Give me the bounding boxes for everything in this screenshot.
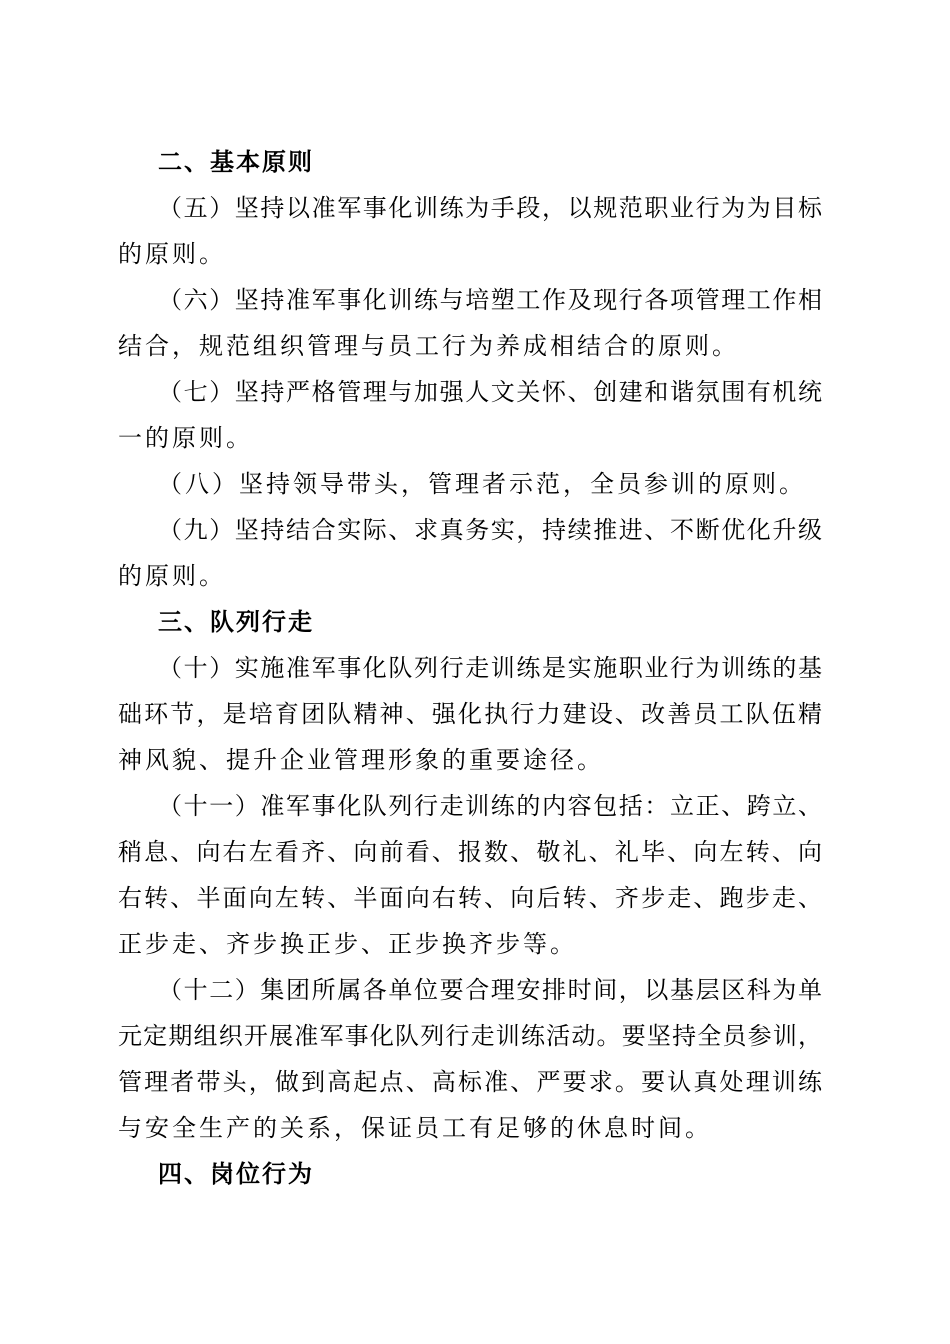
paragraph-line: 右转、半面向左转、半面向右转、向后转、齐步走、跑步走、 [118, 884, 822, 912]
paragraph-line: （十二）集团所属各单位要合理安排时间，以基层区科为单 [158, 976, 822, 1004]
paragraph-line: 正步走、齐步换正步、正步换齐步等。 [118, 930, 577, 958]
paragraph-line: 元定期组织开展准军事化队列行走训练活动。要坚持全员参训， [118, 1022, 822, 1050]
paragraph-line: 与安全生产的关系，保证员工有足够的休息时间。 [118, 1114, 712, 1142]
paragraph-line: （六）坚持准军事化训练与培塑工作及现行各项管理工作相 [158, 286, 822, 314]
paragraph-line: （九）坚持结合实际、求真务实，持续推进、不断优化升级 [158, 516, 822, 544]
paragraph-line: 的原则。 [118, 562, 226, 590]
paragraph-line: （五）坚持以准军事化训练为手段，以规范职业行为为目标 [158, 194, 822, 222]
paragraph-line: 结合，规范组织管理与员工行为养成相结合的原则。 [118, 332, 739, 360]
paragraph-line: 础环节，是培育团队精神、强化执行力建设、改善员工队伍精 [118, 700, 822, 728]
paragraph-line: 的原则。 [118, 240, 226, 268]
paragraph-line: 管理者带头，做到高起点、高标准、严要求。要认真处理训练 [118, 1068, 822, 1096]
paragraph-line: 一的原则。 [118, 424, 253, 452]
paragraph-line: 神风貌、提升企业管理形象的重要途径。 [118, 746, 604, 774]
section-heading-principles: 二、基本原则 [158, 148, 314, 176]
paragraph-line: （七）坚持严格管理与加强人文关怀、创建和谐氛围有机统 [158, 378, 822, 406]
paragraph-line: 稍息、向右左看齐、向前看、报数、敬礼、礼毕、向左转、向 [118, 838, 822, 866]
paragraph-line: （八）坚持领导带头，管理者示范，全员参训的原则。 [158, 470, 806, 498]
section-heading-formation: 三、队列行走 [158, 608, 314, 636]
paragraph-line: （十一）准军事化队列行走训练的内容包括：立正、跨立、 [158, 792, 822, 820]
section-heading-post-behavior: 四、岗位行为 [158, 1160, 314, 1188]
paragraph-line: （十）实施准军事化队列行走训练是实施职业行为训练的基 [158, 654, 822, 682]
